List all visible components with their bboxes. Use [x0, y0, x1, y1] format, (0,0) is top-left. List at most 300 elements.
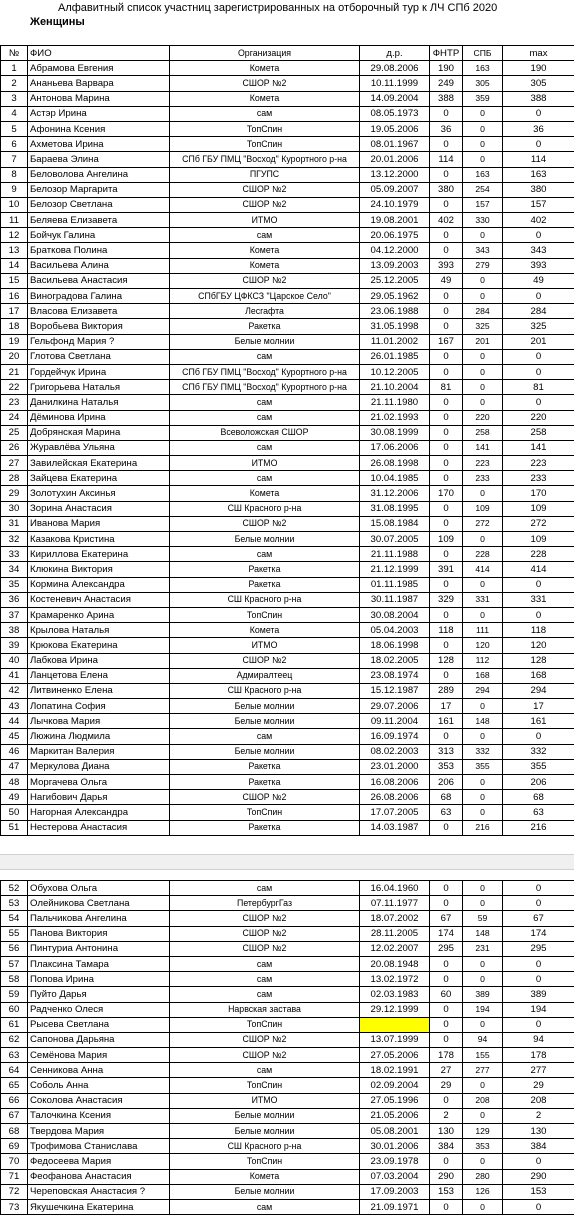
row-max: 157	[503, 197, 574, 212]
row-number: 8	[1, 167, 28, 182]
row-spb: 157	[463, 197, 503, 212]
row-spb: 343	[463, 243, 503, 258]
row-dob: 29.12.1999	[360, 1002, 430, 1017]
row-number: 24	[1, 410, 28, 425]
row-spb: 0	[463, 956, 503, 971]
row-fio: Соколова Анастасия	[28, 1093, 170, 1108]
row-spb: 0	[463, 289, 503, 304]
table-row	[1, 1124, 574, 1139]
header-max: max	[503, 46, 574, 61]
row-fio: Ланцетова Елена	[28, 668, 170, 683]
row-max: 178	[503, 1048, 574, 1063]
row-fnr: 0	[430, 395, 463, 410]
row-spb: 0	[463, 775, 503, 790]
row-spb: 111	[463, 623, 503, 638]
row-max: 0	[503, 106, 574, 121]
row-spb: 353	[463, 1139, 503, 1154]
row-dob: 02.09.2004	[360, 1078, 430, 1093]
row-fnr: 329	[430, 592, 463, 607]
row-org: Комета	[170, 61, 360, 76]
row-max: 332	[503, 744, 574, 759]
participants-table-part2	[0, 880, 574, 1215]
row-spb: 0	[463, 1154, 503, 1169]
row-spb: 0	[463, 577, 503, 592]
table-row	[1, 926, 574, 941]
row-max: 305	[503, 76, 574, 91]
row-spb: 0	[463, 607, 503, 622]
table-row	[1, 91, 574, 106]
row-org: Белые молнии	[170, 334, 360, 349]
row-org: СШОР №2	[170, 911, 360, 926]
row-fnr: 206	[430, 775, 463, 790]
row-max: 216	[503, 820, 574, 835]
row-number: 26	[1, 440, 28, 455]
row-dob: 16.09.1974	[360, 729, 430, 744]
table-row	[1, 182, 574, 197]
row-fio: Крюкова Екатерина	[28, 638, 170, 653]
row-max: 380	[503, 182, 574, 197]
table-row	[1, 258, 574, 273]
row-fio: Васильева Анастасия	[28, 273, 170, 288]
row-spb: 279	[463, 258, 503, 273]
row-spb: 0	[463, 486, 503, 501]
row-max: 17	[503, 699, 574, 714]
row-fio: Феофанова Анастасия	[28, 1169, 170, 1184]
row-spb: 280	[463, 1169, 503, 1184]
table-row	[1, 1048, 574, 1063]
row-spb: 208	[463, 1093, 503, 1108]
row-number: 31	[1, 516, 28, 531]
row-max: 343	[503, 243, 574, 258]
row-org: ТопСпин	[170, 1078, 360, 1093]
row-dob: 31.08.1995	[360, 501, 430, 516]
row-number: 40	[1, 653, 28, 668]
row-number: 28	[1, 471, 28, 486]
row-spb: 294	[463, 683, 503, 698]
table-row	[1, 790, 574, 805]
row-fnr: 0	[430, 167, 463, 182]
table-row	[1, 987, 574, 1002]
row-spb: 223	[463, 456, 503, 471]
row-max: 49	[503, 273, 574, 288]
table-row	[1, 61, 574, 76]
row-org: Всеволожская СШОР	[170, 425, 360, 440]
row-spb: 0	[463, 121, 503, 136]
row-dob: 23.06.1988	[360, 304, 430, 319]
row-fio: Казакова Кристина	[28, 532, 170, 547]
table-row	[1, 1078, 574, 1093]
row-fnr: 67	[430, 911, 463, 926]
row-max: 0	[503, 1199, 574, 1214]
row-fnr: 17	[430, 699, 463, 714]
row-max: 290	[503, 1169, 574, 1184]
row-org: ПГУПС	[170, 167, 360, 182]
row-number: 15	[1, 273, 28, 288]
row-dob: 16.04.1960	[360, 881, 430, 896]
row-number: 67	[1, 1108, 28, 1123]
row-max: 233	[503, 471, 574, 486]
row-dob: 11.01.2002	[360, 334, 430, 349]
row-org: сам	[170, 1063, 360, 1078]
table-row	[1, 425, 574, 440]
row-max: 272	[503, 516, 574, 531]
row-fnr: 295	[430, 941, 463, 956]
row-max: 67	[503, 911, 574, 926]
row-dob: 05.04.2003	[360, 623, 430, 638]
table-row	[1, 243, 574, 258]
table-row	[1, 349, 574, 364]
row-dob: 13.09.2003	[360, 258, 430, 273]
row-fnr: 27	[430, 1063, 463, 1078]
table-row	[1, 607, 574, 622]
row-dob: 08.05.1973	[360, 106, 430, 121]
row-max: 294	[503, 683, 574, 698]
row-fnr: 0	[430, 289, 463, 304]
row-dob: 13.12.2000	[360, 167, 430, 182]
row-number: 3	[1, 91, 28, 106]
row-dob: 30.07.2005	[360, 532, 430, 547]
table-row	[1, 501, 574, 516]
row-fnr: 167	[430, 334, 463, 349]
row-dob: 08.01.1967	[360, 137, 430, 152]
table-row	[1, 820, 574, 835]
row-org: СШОР №2	[170, 1032, 360, 1047]
row-spb: 220	[463, 410, 503, 425]
row-dob: 29.08.2006	[360, 61, 430, 76]
table-row	[1, 805, 574, 820]
row-org: СШОР №2	[170, 790, 360, 805]
row-max: 223	[503, 456, 574, 471]
row-number: 65	[1, 1078, 28, 1093]
row-spb: 254	[463, 182, 503, 197]
row-fnr: 0	[430, 1154, 463, 1169]
row-max: 141	[503, 440, 574, 455]
row-fnr: 170	[430, 486, 463, 501]
row-spb: 355	[463, 759, 503, 774]
row-dob: 18.02.2005	[360, 653, 430, 668]
row-max: 414	[503, 562, 574, 577]
row-fnr: 402	[430, 213, 463, 228]
row-dob: 20.08.1948	[360, 956, 430, 971]
table-row	[1, 562, 574, 577]
table-row	[1, 197, 574, 212]
row-spb: 0	[463, 395, 503, 410]
row-max: 384	[503, 1139, 574, 1154]
row-fio: Бараева Элина	[28, 152, 170, 167]
row-org: сам	[170, 956, 360, 971]
row-number: 73	[1, 1199, 28, 1214]
table-row	[1, 759, 574, 774]
row-fnr: 190	[430, 61, 463, 76]
row-spb: 0	[463, 152, 503, 167]
row-fio: Люжина Людмила	[28, 729, 170, 744]
row-spb: 0	[463, 228, 503, 243]
table-row	[1, 395, 574, 410]
row-number: 42	[1, 683, 28, 698]
row-fio: Федосеева Мария	[28, 1154, 170, 1169]
row-spb: 0	[463, 273, 503, 288]
table-row	[1, 1139, 574, 1154]
row-org: ТопСпин	[170, 1017, 360, 1032]
row-fnr: 0	[430, 304, 463, 319]
row-number: 60	[1, 1002, 28, 1017]
row-org: Белые молнии	[170, 699, 360, 714]
row-dob: 16.08.2006	[360, 775, 430, 790]
row-fio: Зайцева Екатерина	[28, 471, 170, 486]
row-fnr: 109	[430, 532, 463, 547]
row-number: 35	[1, 577, 28, 592]
row-max: 128	[503, 653, 574, 668]
row-spb: 0	[463, 364, 503, 379]
row-number: 32	[1, 532, 28, 547]
table-row	[1, 319, 574, 334]
row-fnr: 0	[430, 501, 463, 516]
header-org: Организация	[170, 46, 360, 61]
row-fnr: 0	[430, 197, 463, 212]
row-fnr: 290	[430, 1169, 463, 1184]
row-max: 331	[503, 592, 574, 607]
row-fio: Твердова Мария	[28, 1124, 170, 1139]
table-row	[1, 1063, 574, 1078]
header-fnr: ФНТР	[430, 46, 463, 61]
row-dob: 21.05.2006	[360, 1108, 430, 1123]
row-dob: 19.05.2006	[360, 121, 430, 136]
row-dob: 21.11.1988	[360, 547, 430, 562]
table-row	[1, 699, 574, 714]
row-dob: 15.08.1984	[360, 516, 430, 531]
row-org: сам	[170, 972, 360, 987]
row-fio: Талочкина Ксения	[28, 1108, 170, 1123]
table-row	[1, 1032, 574, 1047]
row-max: 258	[503, 425, 574, 440]
row-org: СПб ГБУ ПМЦ "Восход" Курортного р-на	[170, 380, 360, 395]
row-fnr: 2	[430, 1108, 463, 1123]
row-number: 71	[1, 1169, 28, 1184]
row-org: Ракетка	[170, 775, 360, 790]
row-org: ИТМО	[170, 638, 360, 653]
row-org: СШОР №2	[170, 273, 360, 288]
table-row	[1, 577, 574, 592]
row-fnr: 114	[430, 152, 463, 167]
row-number: 43	[1, 699, 28, 714]
row-spb: 201	[463, 334, 503, 349]
row-fnr: 391	[430, 562, 463, 577]
row-fnr: 0	[430, 456, 463, 471]
row-org: СШОР №2	[170, 197, 360, 212]
row-dob	[360, 1017, 430, 1032]
row-fio: Крамаренко Арина	[28, 607, 170, 622]
row-spb: 155	[463, 1048, 503, 1063]
row-max: 0	[503, 607, 574, 622]
row-number: 7	[1, 152, 28, 167]
participants-table-part1	[0, 45, 574, 836]
row-org: сам	[170, 395, 360, 410]
row-max: 0	[503, 1154, 574, 1169]
row-dob: 07.03.2004	[360, 1169, 430, 1184]
header-fio: ФИО	[28, 46, 170, 61]
row-dob: 17.09.2003	[360, 1184, 430, 1199]
row-fio: Пинтуриа Антонина	[28, 941, 170, 956]
row-org: Белые молнии	[170, 532, 360, 547]
table-row	[1, 440, 574, 455]
row-number: 2	[1, 76, 28, 91]
row-spb: 194	[463, 1002, 503, 1017]
table-row	[1, 228, 574, 243]
row-fio: Воробьева Виктория	[28, 319, 170, 334]
row-org: сам	[170, 471, 360, 486]
row-spb: 109	[463, 501, 503, 516]
row-org: ИТМО	[170, 1093, 360, 1108]
row-fio: Золотухин Аксинья	[28, 486, 170, 501]
row-spb: 277	[463, 1063, 503, 1078]
row-fnr: 0	[430, 668, 463, 683]
table-row	[1, 76, 574, 91]
row-spb: 163	[463, 167, 503, 182]
table-row	[1, 668, 574, 683]
table-row	[1, 486, 574, 501]
row-org: ТопСпин	[170, 607, 360, 622]
row-max: 163	[503, 167, 574, 182]
row-org: Нарвская застава	[170, 1002, 360, 1017]
row-org: СШОР №2	[170, 941, 360, 956]
row-number: 53	[1, 896, 28, 911]
table-row	[1, 364, 574, 379]
row-number: 29	[1, 486, 28, 501]
row-number: 1	[1, 61, 28, 76]
table-row	[1, 653, 574, 668]
row-max: 190	[503, 61, 574, 76]
row-fio: Зорина Анастасия	[28, 501, 170, 516]
row-number: 30	[1, 501, 28, 516]
row-fnr: 0	[430, 820, 463, 835]
row-fnr: 0	[430, 243, 463, 258]
row-org: Лесгафта	[170, 304, 360, 319]
row-dob: 21.12.1999	[360, 562, 430, 577]
row-fnr: 178	[430, 1048, 463, 1063]
row-fio: Завилейская Екатерина	[28, 456, 170, 471]
row-fnr: 0	[430, 1032, 463, 1047]
row-fio: Обухова Ольга	[28, 881, 170, 896]
row-fio: Беляева Елизавета	[28, 213, 170, 228]
row-dob: 31.12.2006	[360, 486, 430, 501]
row-spb: 59	[463, 911, 503, 926]
row-spb: 389	[463, 987, 503, 1002]
row-fnr: 313	[430, 744, 463, 759]
row-spb: 0	[463, 699, 503, 714]
row-fio: Рысева Светлана	[28, 1017, 170, 1032]
row-spb: 0	[463, 1199, 503, 1214]
row-fnr: 0	[430, 440, 463, 455]
row-max: 0	[503, 896, 574, 911]
row-fnr: 81	[430, 380, 463, 395]
row-number: 14	[1, 258, 28, 273]
row-number: 36	[1, 592, 28, 607]
table-row	[1, 1184, 574, 1199]
row-dob: 26.01.1985	[360, 349, 430, 364]
row-max: 0	[503, 228, 574, 243]
table-row	[1, 911, 574, 926]
row-fnr: 0	[430, 410, 463, 425]
row-fio: Виноградова Галина	[28, 289, 170, 304]
table-row	[1, 213, 574, 228]
row-spb: 330	[463, 213, 503, 228]
row-dob: 27.05.2006	[360, 1048, 430, 1063]
row-org: сам	[170, 228, 360, 243]
row-spb: 0	[463, 1108, 503, 1123]
row-org: СПбГБУ ЦФКСЗ "Царское Село"	[170, 289, 360, 304]
row-fnr: 130	[430, 1124, 463, 1139]
row-fnr: 0	[430, 516, 463, 531]
row-fnr: 0	[430, 1093, 463, 1108]
row-max: 63	[503, 805, 574, 820]
table-row	[1, 729, 574, 744]
row-org: ТопСпин	[170, 137, 360, 152]
row-fnr: 0	[430, 364, 463, 379]
row-dob: 27.05.1996	[360, 1093, 430, 1108]
row-number: 13	[1, 243, 28, 258]
row-number: 64	[1, 1063, 28, 1078]
row-fio: Радченко Олеся	[28, 1002, 170, 1017]
table-row	[1, 137, 574, 152]
row-max: 0	[503, 577, 574, 592]
row-fnr: 388	[430, 91, 463, 106]
row-number: 58	[1, 972, 28, 987]
header-dob: д.р.	[360, 46, 430, 61]
row-dob: 13.02.1972	[360, 972, 430, 987]
row-max: 0	[503, 881, 574, 896]
row-fnr: 384	[430, 1139, 463, 1154]
row-dob: 19.08.2001	[360, 213, 430, 228]
row-spb: 0	[463, 137, 503, 152]
row-fnr: 36	[430, 121, 463, 136]
row-spb: 141	[463, 440, 503, 455]
table-row	[1, 456, 574, 471]
row-max: 0	[503, 349, 574, 364]
row-dob: 21.10.2004	[360, 380, 430, 395]
row-spb: 0	[463, 380, 503, 395]
row-fio: Сапонова Дарьяна	[28, 1032, 170, 1047]
row-max: 120	[503, 638, 574, 653]
row-dob: 23.09.1978	[360, 1154, 430, 1169]
row-spb: 331	[463, 592, 503, 607]
row-max: 109	[503, 532, 574, 547]
row-dob: 31.05.1998	[360, 319, 430, 334]
row-dob: 09.11.2004	[360, 714, 430, 729]
row-max: 277	[503, 1063, 574, 1078]
row-org: СШОР №2	[170, 76, 360, 91]
table-row	[1, 516, 574, 531]
row-dob: 17.07.2005	[360, 805, 430, 820]
row-fio: Клюкина Виктория	[28, 562, 170, 577]
row-fio: Браткова Полина	[28, 243, 170, 258]
row-org: СШОР №2	[170, 926, 360, 941]
row-max: 118	[503, 623, 574, 638]
row-max: 161	[503, 714, 574, 729]
row-dob: 29.07.2006	[360, 699, 430, 714]
row-number: 63	[1, 1048, 28, 1063]
row-spb: 126	[463, 1184, 503, 1199]
table-row	[1, 167, 574, 182]
table-row	[1, 972, 574, 987]
row-dob: 20.01.2006	[360, 152, 430, 167]
row-org: СШ Красного р-на	[170, 592, 360, 607]
table-row	[1, 1154, 574, 1169]
row-max: 194	[503, 1002, 574, 1017]
row-fnr: 353	[430, 759, 463, 774]
row-max: 0	[503, 1017, 574, 1032]
row-fnr: 49	[430, 273, 463, 288]
row-number: 55	[1, 926, 28, 941]
